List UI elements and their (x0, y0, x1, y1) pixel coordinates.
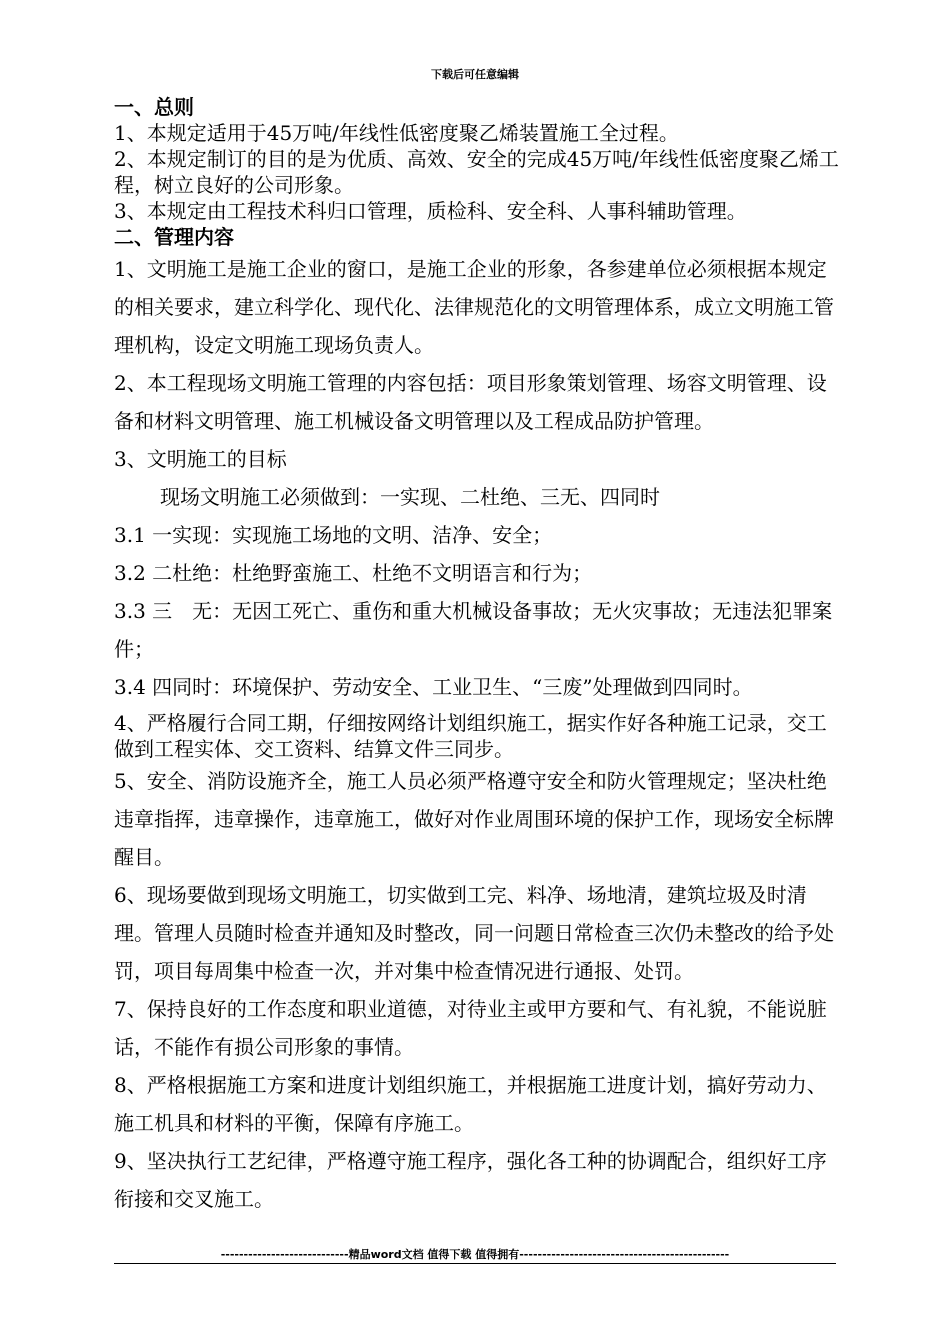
section-heading-management: 二、管理内容 (114, 225, 234, 249)
paragraph-indented: 现场文明施工必须做到：一实现、二杜绝、三无、四同时 (160, 485, 660, 509)
paragraph: 1、本规定适用于45万吨/年线性低密度聚乙烯装置施工全过程。 (114, 121, 679, 145)
paragraph: 8、严格根据施工方案和进度计划组织施工，并根据施工进度计划，搞好劳动力、施工机具和材料的平衡，保障有序施工。 (114, 1073, 827, 1135)
paragraph: 9、坚决执行工艺纪律，严格遵守施工程序，强化各工种的协调配合，组织好工序衔接和交叉施工。 (114, 1149, 827, 1211)
section-heading-general: 一、总则 (114, 95, 194, 119)
list-item: 3.2 二杜绝：杜绝野蛮施工、杜绝不文明语言和行为； (114, 561, 593, 585)
paragraph: 4、严格履行合同工期，仔细按网络计划组织施工，据实作好各种施工记录，交工做到工程实体、交工资料、结算文件三同步。 (114, 711, 827, 761)
list-item: 3.1 一实现：实现施工场地的文明、洁净、安全； (114, 523, 553, 547)
paragraph: 2、本规定制订的目的是为优质、高效、安全的完成45万吨/年线性低密度聚乙烯工程，树立良好的公司形象。 (114, 147, 839, 197)
document-body (114, 94, 844, 1218)
paragraph: 6、现场要做到现场文明施工，切实做到工完、料净、场地清，建筑垃圾及时清理。管理人员随时检查并通知及时整改，同一问题日常检查三次仍未整改的给予处罚，项目每周集中检查一次，并对集中检查情况进行通报、处罚。 (114, 883, 834, 983)
paragraph: 7、保持良好的工作态度和职业道德，对待业主或甲方要和气、有礼貌，不能说脏话，不能作有损公司形象的事情。 (114, 997, 827, 1059)
page-footer: ----------------------------精品word文档 值得下载 值得拥有---------------------------------------------- (220, 1248, 730, 1261)
paragraph: 5、安全、消防设施齐全，施工人员必须严格遵守安全和防火管理规定；坚决杜绝违章指挥，违章操作，违章施工，做好对作业周围环境的保护工作，现场安全标牌醒目。 (114, 769, 834, 869)
list-item: 3.4 四同时：环境保护、劳动安全、工业卫生、“三废”处理做到四同时。 (114, 675, 753, 699)
page-header: 下载后可任意编辑 (431, 68, 519, 81)
paragraph: 3、文明施工的目标 (114, 447, 287, 471)
list-item: 3.3 三 无：无因工死亡、重伤和重大机械设备事故；无火灾事故；无违法犯罪案件； (114, 599, 833, 661)
paragraph: 1、文明施工是施工企业的窗口，是施工企业的形象，各参建单位必须根据本规定的相关要求，建立科学化、现代化、法律规范化的文明管理体系，成立文明施工管理机构，设定文明施工现场负责人。 (114, 257, 834, 357)
footer-rule (114, 1263, 836, 1264)
paragraph: 3、本规定由工程技术科归口管理，质检科、安全科、人事科辅助管理。 (114, 199, 747, 223)
paragraph: 2、本工程现场文明施工管理的内容包括：项目形象策划管理、场容文明管理、设备和材料文明管理、施工机械设备文明管理以及工程成品防护管理。 (114, 371, 827, 433)
